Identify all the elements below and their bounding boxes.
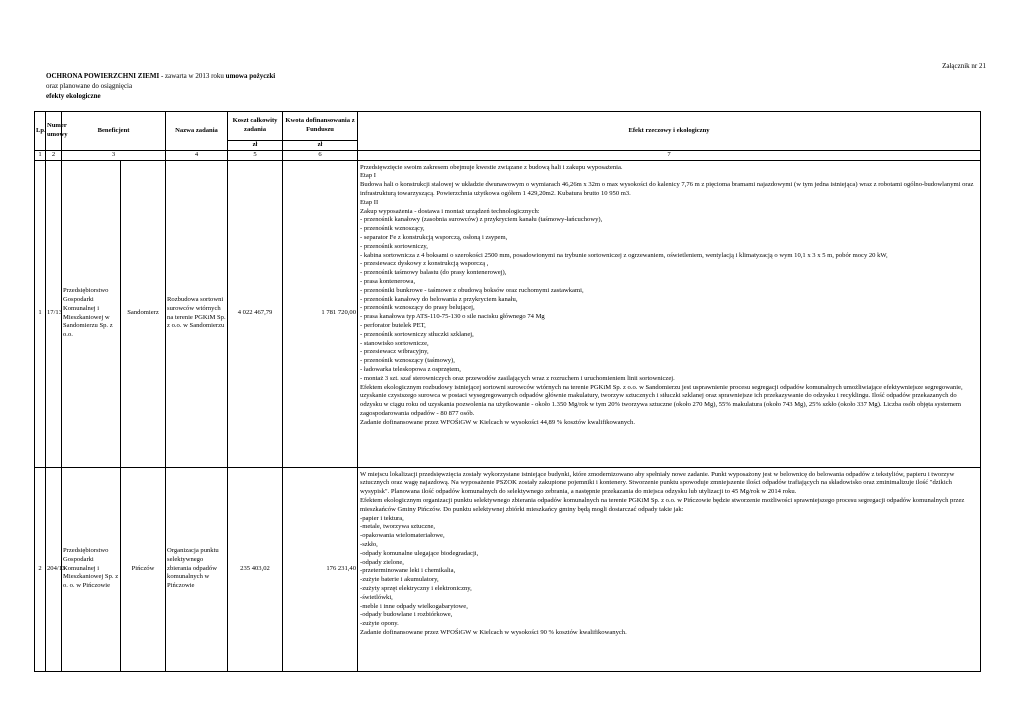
heading-line3: efekty ekologiczne — [46, 92, 101, 100]
row-koszt: 235 403,02 — [228, 467, 283, 671]
col-numer: Numer umowy — [46, 112, 62, 151]
efekt-line: - montaż 3 szt. szaf sterowniczych oraz przewodów zasilających wraz z rozruchem i uruchomieniem linii sortowniczej. — [360, 374, 675, 382]
row-lp: 2 — [35, 467, 46, 671]
row-koszt: 4 022 467,79 — [228, 160, 283, 467]
row-nazwa: Organizacja punktu selektywnego zbierania odpadów komunalnych w Pińczowie — [166, 467, 228, 671]
efekt-line: -odpady komunalne ulegające biodegradacji, — [360, 549, 479, 557]
colnum: 1 — [35, 150, 46, 160]
efekt-line: -odpady budowlane i rozbiórkowe, — [360, 611, 453, 619]
efekt-line: Zakup wyposażenia - dostawa i montaż urządzeń technologicznych: — [360, 207, 540, 215]
efekt-line: - przenośnik kanałowy do belowania z przykryciem kanału, — [360, 295, 518, 303]
header-row — [35, 112, 981, 141]
efekt-line: -odpady zielone, — [360, 558, 404, 566]
efekt-line: - przenośniki bunkrowe - taśmowe z obudową boksów oraz ruchomymi zastawkami, — [360, 286, 584, 294]
row-kwota: 176 231,40 — [283, 467, 358, 671]
document-heading — [46, 71, 275, 101]
row-kwota: 1 781 720,00 — [283, 160, 358, 467]
heading-title: OCHRONA POWIERZCHNI ZIEMI - zawarta w 2013 roku umowa pożyczki — [46, 72, 276, 80]
efekt-line: -zużyty sprzęt elektryczny i elektroniczny, — [360, 584, 472, 592]
agreements-table — [34, 111, 981, 672]
efekt-line: - ładowarka teleskopowa z osprzętem, — [360, 365, 461, 373]
efekt-line: - przenośnik wznoszący (taśmowy), — [360, 357, 455, 365]
row-miejsce: Sandomierz — [121, 160, 166, 467]
row-miejsce: Pińczów — [121, 467, 166, 671]
efekt-line: -zużyte opony. — [360, 620, 399, 628]
efekt-line: - przenośnik wznoszący, — [360, 225, 425, 233]
efekt-line: - prasa kanałowa typ ATS-110-75-130 o sile nacisku głównego 74 Mg — [360, 313, 545, 321]
efekt-line: - przesiewacz dyskowy z konstrukcją wsporczą , — [360, 260, 489, 268]
colnum: 6 — [283, 150, 358, 160]
efekt-line: - kabina sortownicza z 4 boksami o szerokości 2500 mm, posadowionymi na trybunie sortowniczej z ogrzewaniem, oświetleniem, wentylacją i klimatyzacją o wym 10,1 x 3 x 5 m, pobór mocy 20 kW, — [360, 251, 888, 259]
efekt-line: Etap II — [360, 198, 379, 206]
colnum: 5 — [228, 150, 283, 160]
efekt-line: - separator Fe z konstrukcją wsporczą, osłoną i zsypem, — [360, 233, 508, 241]
row-beneficjent: Przedsiębiorstwo Gospodarki Komunalnej i Mieszkaniowej Sp. z o. o. w Pińczowie — [62, 467, 121, 671]
efekt-line: - prasa kontenerowa, — [360, 277, 416, 285]
efekt-line: Budowa hali o konstrukcji stalowej w układzie dwunawowym o wymiarach 46,26m x 32m o max wysokości do kalenicy 7,76 m z pięcioma bramami najazdowymi (w tym jedna istniejąca) wraz z robotami ogólno-budowlanymi oraz infrastrukturą towarzyszącą. Powierzchnia użytkowa ogółem 1 429,20m2. Kubatura brutto 10 950 m3. — [360, 181, 974, 197]
heading-line2: oraz planowane do osiągnięcia — [46, 82, 133, 90]
col-lp: Lp. — [35, 112, 46, 151]
row-numer: 204/13 — [46, 467, 62, 671]
col-nazwa: Nazwa zadania — [166, 112, 228, 151]
efekt-line: -metale, tworzywa sztuczne, — [360, 523, 436, 531]
col-koszt: Koszt całkowity zadania — [228, 112, 283, 141]
efekt-line: Etap I — [360, 172, 376, 180]
efekt-line: Zadanie dofinansowane przez WFOŚiGW w Kielcach w wysokości 90 % kosztów kwalifikowanych. — [360, 628, 627, 636]
efekt-line: -szkło, — [360, 540, 378, 548]
colnum: 7 — [358, 150, 981, 160]
efekt-line: - przesiewacz wibracyjny, — [360, 348, 429, 356]
row-beneficjent: Przedsiębiorstwo Gospodarki Komunalnej i Mieszkaniowej w Sandomierzu Sp. z o.o. — [62, 160, 121, 467]
col-beneficjent: Beneficjent — [62, 112, 166, 151]
efekt-line: W miejscu lokalizacji przedsięwzięcia zostały wykorzystane istniejące budynki, które zmodernizowano aby spełniały nowe zadanie. Punkt wyposażony jest w belownicę do belowania odpadów z tekstyliów, papieru i tworzyw sztucznych oraz wagę najazdową. Na wyposażenie PSZOK zostały zakupione pojemniki i kontenery. Stworzenie punktu spowoduje zmniejszenie ilości odpadów trafiających na składowisko oraz zminimalizuje ilość "dzikich wysypisk". Planowana ilość odpadów komunalnych do selektywnego zebrania, a następnie przekazania do miejsca odzysku lub utylizacji to 45 Mg/rok w 2014 roku. — [360, 470, 955, 496]
efekt-line: Efektem ekologicznym rozbudowy istniejącej sortowni surowców wtórnych na terenie PGKiM Sp. z o.o. w Sandomierzu jest usprawnienie procesu segregacji odpadów komunalnych umożliwiające efektywniejsze segregowanie, uzyskanie czystszego surowca w postaci wysegregowanych odpadów głównie makulatury, tworzyw sztucznych i stłuczki szklanej oraz sprawniejsze ich przekazywanie do odzysku i recyklingu. Ilość odpadów przekazanych do odzysku w ciągu roku od uzyskania pozwolenia na użytkowanie - około 1.350 Mg/rok w tym 20% tworzywa sztuczne (około 270 Mg), 55% makulatura (około 743 Mg), 25% szkło (około 337 Mg). Liczba osób objęta systemem zagospodarowania odpadów - 80 877 osób. — [360, 383, 963, 417]
annex-label: Załącznik nr 21 — [942, 62, 986, 70]
efekt-line: -przeterminowane leki i chemikalia, — [360, 567, 456, 575]
colnum: 3 — [62, 150, 166, 160]
row-efekt — [358, 467, 981, 671]
efekt-line: - przenośnik sortowniczy, — [360, 242, 428, 250]
efekt-line: -meble i inne odpady wielkogabarytowe, — [360, 602, 468, 610]
unit-zl-koszt: zł — [228, 141, 283, 151]
efekt-line: - przenośnik kanałowy (zasobnia surowców) z przykryciem kanału (taśmowy-łańcuchowy), — [360, 216, 603, 224]
col-kwota: Kwota dofinansowania z Funduszu — [283, 112, 358, 141]
row-lp: 1 — [35, 160, 46, 467]
efekt-line: - przenośnik sortowniczy stłuczki szklanej, — [360, 330, 474, 338]
efekt-line: - przenośnik taśmowy balastu (do prasy kontenerowej), — [360, 269, 507, 277]
table-row — [35, 160, 981, 467]
efekt-line: Przedsięwzięcie swoim zakresem obejmuje kwestie związane z budową hali i zakupu wyposażenia. — [360, 163, 623, 171]
row-nazwa: Rozbudowa sortowni surowców wtórnych na terenie PGKiM Sp. z o.o. w Sandomierzu — [166, 160, 228, 467]
efekt-line: - stanowisko sortownicze, — [360, 339, 429, 347]
row-numer: 17/13 — [46, 160, 62, 467]
efekt-line: -świetlówki, — [360, 593, 393, 601]
efekt-line: - perforator butelek PET, — [360, 321, 426, 329]
efekt-line: Efektem ekologicznym organizacji punktu selektywnego zbierania odpadów komunalnych na terenie PGKiM Sp. z o.o. w Pińczowie będzie stworzenie możliwości sprawniejszego procesu segregacji odpadów komunalnych przez mieszkańców Gminy Pińczów. Do punktu selektywnej zbiórki mieszkańcy gminy będą mogli dostarczać odpady takie jak: — [360, 496, 965, 513]
table-row — [35, 467, 981, 671]
row-efekt — [358, 160, 981, 467]
efekt-line: -papier i tektura, — [360, 514, 404, 522]
efekt-line: Zadanie dofinansowane przez WFOŚiGW w Kielcach w wysokości 44,89 % kosztów kwalifikowanych. — [360, 418, 635, 426]
col-efekt: Efekt rzeczowy i ekologiczny — [358, 112, 981, 151]
colnum: 4 — [166, 150, 228, 160]
efekt-line: -opakowania wielomateriałowe, — [360, 532, 445, 540]
column-number-row — [35, 150, 981, 160]
efekt-line: - przenośnik wznoszący do prasy belującej, — [360, 304, 475, 312]
colnum: 2 — [46, 150, 62, 160]
efekt-line: -zużyte baterie i akumulatory, — [360, 576, 439, 584]
unit-zl-kwota: zł — [283, 141, 358, 151]
